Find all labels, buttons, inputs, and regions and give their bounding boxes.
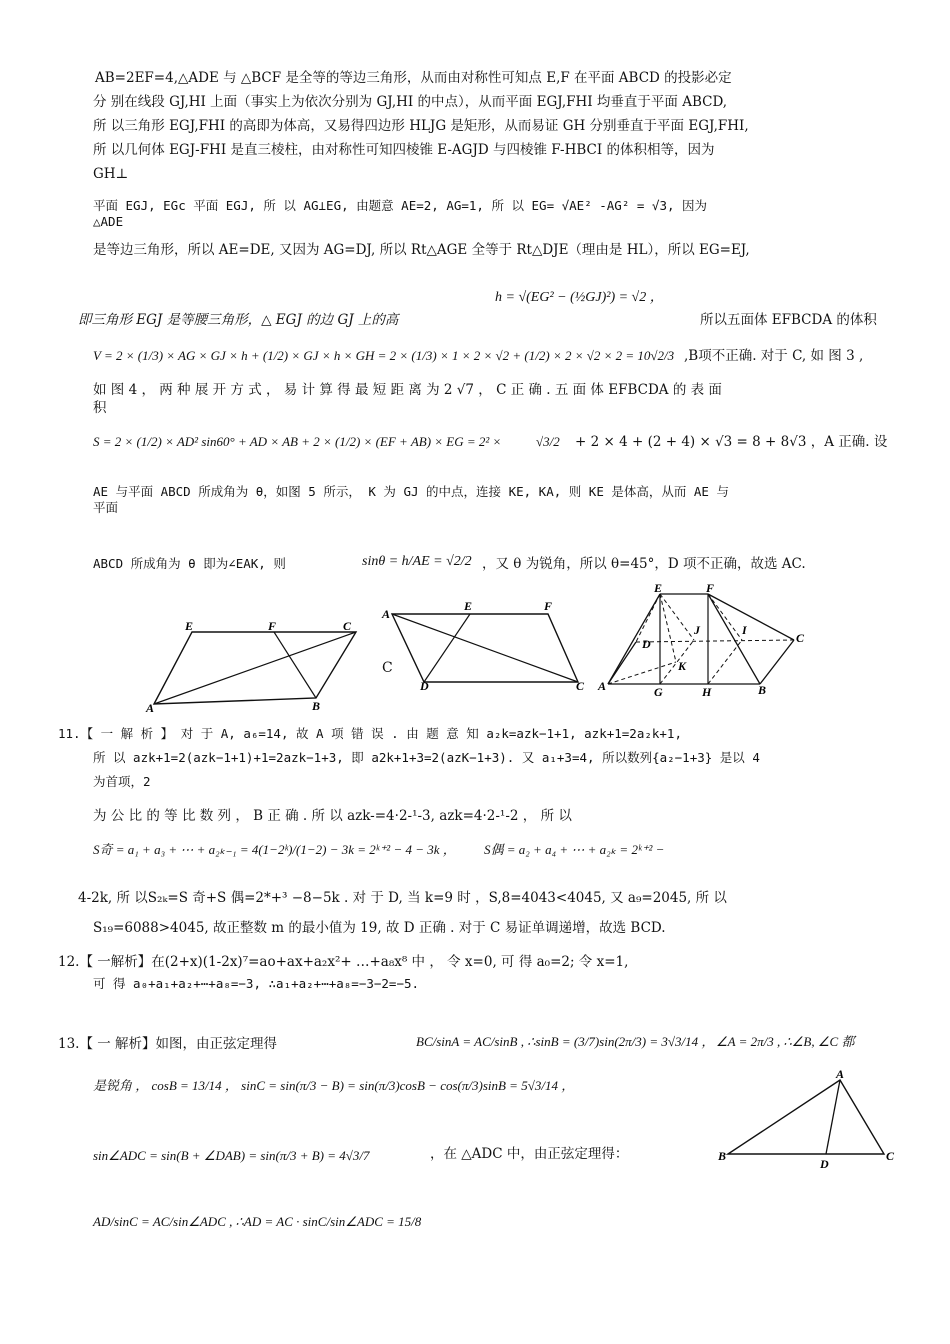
p10-line5: GH⊥ [93,166,129,182]
label-K: K [678,659,687,673]
label-C: C [576,679,585,690]
label-A: A [382,607,391,621]
label-F: F [706,584,715,595]
volume-formula: V = 2 × (1/3) × AG × GJ × h + (1/2) × GJ × h × GH = 2 × (1/3) × 1 × 2 × √2 + (1/2) × 2 × √2 × 2 = 10√2/3 [93,348,675,363]
figure-pentahedron [594,584,812,696]
p13-line3a: sin∠ADC = sin(B + ∠DAB) = sin(π/3 + B) = 4√3/7 [93,1148,370,1163]
p10-line6: 平面 EGJ, EGc 平面 EGJ, 所 以 AG⊥EG, 由题意 AE=2, AG=1, 所 以 EG= √AE² -AG² = √3, 因为 [93,198,708,213]
p13-line4: AD/sinC = AC/sin∠ADC , ∴AD = AC · sinC/sin∠ADC = 15/8 [93,1214,422,1229]
p11-line2: 所 以 azk+1=2(azk−1+1)+1=2azk−1+3, 即 a2k+1+3=2(azK−1+3). 又 a₁+3=4, 所以数列{a₂−1+3} 是以 4 [93,750,760,765]
p13-line2: 是锐角 ， cosB = 13/14 ， sinC = sin(π/3 − B) = sin(π/3)cosB − cos(π/3)sinB = 5√3/14 ， [93,1078,575,1093]
surface-formula-frac: √3/2 [536,434,560,449]
label-H: H [702,685,712,696]
label-J: J [694,623,700,637]
p10-line7: △ADE [93,214,124,229]
label-F: F [268,619,277,633]
p13-angle-A: ∠A = 2π/3 , ∴∠B, ∠C 都 [716,1034,855,1049]
label-B: B [312,699,321,713]
p10-line13c: + 2 × 4 + (2 + 4) × √3 = 8 + 8√3 ，A 正确. 设 [575,434,888,450]
label-A: A [598,679,607,693]
p10-line9a: 即三角形 EGJ 是等腰三角形，△ EGJ 的边 GJ 上的高 [78,312,399,328]
p10-line1: AB=2EF=4,△ADE 与 △BCF 是全等的等边三角形，从而由对称性可知点 E,F 在平面 ABCD 的投影必定 [95,70,732,86]
p11-even-sum: S偶 = a₂ + a₄ + ⋯ + a₂ₖ = 2ᵏ⁺² − [484,842,665,857]
p10-line4: 所 以几何体 EGJ-FHI 是直三棱柱，由对称性可知四棱锥 E-AGJD 与四棱锥 F-HBCI 的体积相等，因为 [93,142,715,158]
p12-line1: 12.【 一解析】在(2+x)(1-2x)⁷=ao+ax+a₂x²+ …+a₈x⁸ 中 ， 令 x=0, 可 得 a₀=2; 令 x=1, [58,954,629,970]
p13-line3b: ，在 △ADC 中，由正弦定理得： [430,1146,629,1162]
label-A: A [836,1067,845,1081]
p10-line10b: ,B项不正确. 对于 C, 如 图 3 , [684,348,864,364]
p10-line14: AE 与平面 ABCD 所成角为 θ，如图 5 所示， K 为 GJ 的中点，连接 KE, KA, 则 KE 是体高，从而 AE 与 [93,484,729,499]
p10-line16a: ABCD 所成角为 θ 即为∠EAK, 则 [93,556,286,571]
label-G: G [654,685,663,696]
p10-line9b: 所以五面体 EFBCDA 的体积 [700,312,877,328]
p11-line4: 为 公 比 的 等 比 数 列 ， B 正 确 . 所 以 azk-=4·2-¹-3, azk=4·2-¹-2 ， 所 以 [93,808,572,824]
p10-line15: 平面 [93,500,119,515]
figure-parallelogram-2 [380,598,585,690]
p10-line3: 所 以三角形 EGJ,FHI 的高即为体高，又易得四边形 HLJG 是矩形，从而易证 GH 分别垂直于平面 EGJ,FHI, [93,118,749,134]
surface-formula: S = 2 × (1/2) × AD² sin60° + AD × AB + 2 × (1/2) × (EF + AB) × EG = 2² × [93,434,502,449]
label-C: C [886,1149,895,1163]
p12-line2: 可 得 a₀+a₁+a₂+⋯+a₈=−3, ∴a₁+a₂+⋯+a₈=−3−2=−5. [93,976,420,991]
label-D: D [820,1157,829,1170]
p11-line6: 4-2k, 所 以S₂ₖ=S 奇+S 偶=2*+³ −8−5k . 对 于 D, 当 k=9 时 ，S,8=4043<4045, 又 a₉=2045, 所 以 [78,890,727,906]
p10-line12: 积 [93,400,107,416]
height-formula: h = √(EG² − (½GJ)²) = √2 ， [495,290,664,305]
label-F: F [544,599,553,613]
p13-line1a: 13.【 一 解析】如图，由正弦定理得 [58,1036,278,1052]
p11-odd-sum: S奇 = a₁ + a₃ + ⋯ + a₂ₖ₋₁ = 4(1−2ᵏ)/(1−2) − 3k = 2ᵏ⁺² − 4 − 3k ， [93,842,456,857]
figure-parallelogram-1 [140,618,370,714]
sin-theta-formula: sinθ = h/AE = √2/2 [362,554,472,569]
p13-sine-rule: BC/sinA = AC/sinB , ∴sinB = (3/7)sin(2π/3) = 3√3/14 ， [416,1034,715,1049]
label-E: E [654,584,663,595]
figure-triangle-ABD [716,1066,900,1170]
p10-line11: 如 图 4 ， 两 种 展 开 方 式 ， 易 计 算 得 最 短 距 离 为 2 √7 ， C 正 确 . 五 面 体 EFBCDA 的 表 面 [93,382,722,398]
p10-line16c: ，又 θ 为锐角，所以 θ=45°，D 项不正确，故选 AC. [482,556,806,572]
label-A: A [146,701,155,714]
label-I: I [742,623,747,637]
label-B: B [718,1149,727,1163]
label-C: C [796,631,805,645]
label-D: D [642,637,651,651]
p10-line2: 分 别在线段 GJ,HI 上面（事实上为依次分别为 GJ,HI 的中点），从而平面 EGJ,FHI 均垂直于平面 ABCD, [93,94,728,110]
p11-line1: 11.【 一 解 析 】 对 于 A, a₆=14, 故 A 项 错 误 . 由 题 意 知 a₂k=azk−1+1, azk+1=2a₂k+1, [58,726,682,741]
label-D: D [420,679,429,690]
label-E: E [464,599,473,613]
p11-line3: 为首项，2 [93,774,151,789]
label-B: B [758,683,767,696]
figure-caption-C: C [382,660,393,676]
p11-line7: S₁₉=6088>4045, 故正整数 m 的最小值为 19, 故 D 正确 . 对于 C 易证单调递增，故选 BCD. [93,920,666,936]
label-C: C [343,619,352,633]
p10-line8: 是等边三角形，所以 AE=DE, 又因为 AG=DJ, 所以 Rt△AGE 全等于 Rt△DJE（理由是 HL），所以 EG=EJ, [93,242,750,258]
label-E: E [185,619,194,633]
